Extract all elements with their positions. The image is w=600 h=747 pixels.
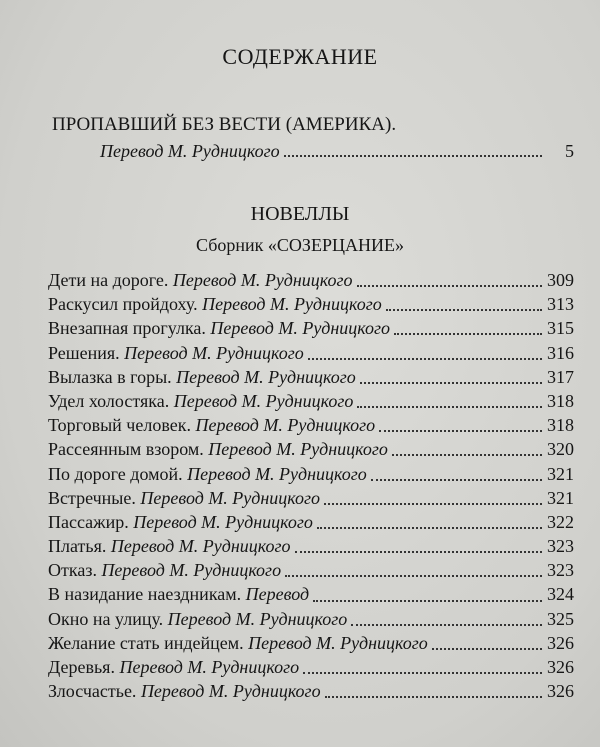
entry-page-number: 322	[547, 511, 574, 532]
toc-entry	[48, 609, 574, 633]
entry-title: Злосчастье.	[48, 681, 137, 702]
entry-title: Решения.	[48, 342, 120, 363]
entry-page-number: 315	[547, 318, 574, 339]
toc-entry	[48, 318, 574, 342]
toc-entry	[48, 367, 574, 391]
entry-translator: Перевод М. Рудницкого	[208, 439, 388, 460]
toc-entry	[48, 391, 574, 415]
dot-leader	[295, 551, 543, 553]
entry-page-number: 320	[547, 439, 574, 460]
entry-translator: Перевод М. Рудницкого	[124, 342, 304, 363]
dot-leader	[324, 503, 542, 505]
dot-leader	[357, 406, 542, 408]
entry-translator: Перевод М. Рудницкого	[167, 608, 348, 629]
toc-entry	[48, 584, 574, 608]
entry-title: Дети на дороге.	[48, 270, 169, 290]
entry-translator: Перевод М. Рудницкого	[119, 657, 300, 677]
entry-page-number: 313	[547, 294, 574, 315]
entry-translator: Перевод М. Рудницкого	[210, 318, 391, 339]
entry-title: Окно на улицу.	[48, 608, 164, 629]
dot-leader	[351, 624, 542, 626]
dot-leader	[432, 648, 542, 650]
entry-translator: Перевод М. Рудницкого	[187, 463, 367, 484]
section-subtitle: Сборник «СОЗЕРЦАНИЕ»	[196, 235, 404, 255]
dot-leader	[325, 696, 542, 698]
toc-entry	[48, 270, 574, 294]
dot-leader	[392, 454, 542, 456]
toc-entry	[48, 464, 574, 488]
entry-title: Вылазка в горы.	[48, 366, 172, 387]
entry-title: Встречные.	[48, 487, 136, 508]
toc-entry	[48, 415, 574, 439]
toc-entry	[48, 294, 574, 318]
part-entry	[100, 141, 574, 162]
toc-entry	[48, 512, 574, 536]
entry-page-number: 318	[547, 415, 574, 436]
page-title: СОДЕРЖАНИЕ	[222, 44, 378, 69]
entry-page-number: 324	[547, 584, 574, 605]
entry-translator: Перевод М. Рудницкого	[248, 632, 428, 653]
entry-translator: Перевод М. Рудницкого	[195, 415, 376, 436]
entry-translator: Перевод М. Рудницкого	[140, 487, 321, 508]
entry-page-number: 323	[547, 536, 574, 557]
part-title: ПРОПАВШИЙ БЕЗ ВЕСТИ (АМЕРИКА).	[52, 114, 397, 135]
entry-page-number: 323	[547, 560, 574, 581]
toc-entry	[48, 633, 574, 657]
entry-title: В назидание наездникам.	[48, 584, 242, 605]
dot-leader	[360, 382, 542, 384]
entry-title: Пассажир.	[48, 511, 129, 532]
entry-title: Раскусил пройдоху.	[48, 294, 198, 315]
entry-translator: Перевод М. Рудницкого	[202, 294, 382, 315]
entry-page-number: 318	[547, 390, 574, 411]
dot-leader	[303, 672, 542, 674]
entry-title: Отказ.	[48, 560, 97, 581]
entry-title: Платья.	[48, 536, 107, 557]
entry-translator: Перевод М. Рудницкого	[110, 536, 291, 557]
section-title: НОВЕЛЛЫ	[250, 203, 350, 225]
dot-leader	[386, 309, 542, 311]
dot-leader	[379, 430, 542, 432]
entry-translator: Перевод М. Рудницкого	[176, 366, 356, 387]
entry-title: Деревья.	[48, 657, 115, 677]
entry-title: По дороге домой.	[48, 463, 183, 484]
entry-page-number: 325	[547, 608, 574, 629]
dot-leader	[317, 527, 542, 529]
entry-page-number: 316	[547, 342, 574, 363]
toc-entry	[48, 560, 574, 584]
dot-leader	[371, 479, 542, 481]
entry-translator: Перевод М. Рудницкого	[140, 681, 321, 702]
toc-entry	[48, 439, 574, 463]
entry-title: Торговый человек.	[48, 415, 191, 436]
part-translator: Перевод М. Рудницкого	[100, 141, 280, 161]
entry-page-number: 317	[547, 366, 574, 387]
dot-leader	[357, 285, 542, 287]
entry-translator: Перевод	[245, 584, 310, 605]
toc-list	[48, 270, 574, 705]
entry-title: Внезапная прогулка.	[48, 318, 206, 339]
toc-entry	[48, 536, 574, 560]
entry-page-number: 326	[547, 632, 574, 653]
entry-page-number: 321	[547, 487, 574, 508]
entry-title: Удел холостяка.	[48, 390, 170, 411]
entry-translator: Перевод М. Рудницкого	[133, 511, 313, 532]
toc-entry	[48, 343, 574, 367]
entry-title: Желание стать индейцем.	[48, 632, 244, 653]
part-page-number: 5	[565, 141, 574, 161]
toc-entry	[48, 681, 574, 705]
dot-leader	[308, 358, 542, 360]
entry-page-number: 326	[547, 657, 574, 677]
entry-page-number: 326	[547, 681, 574, 702]
toc-entry	[48, 488, 574, 512]
dot-leader	[284, 155, 542, 157]
entry-translator: Перевод М. Рудницкого	[101, 560, 282, 581]
entry-page-number: 309	[547, 270, 574, 290]
entry-translator: Перевод М. Рудницкого	[173, 390, 354, 411]
dot-leader	[285, 575, 542, 577]
entry-page-number: 321	[547, 463, 574, 484]
entry-title: Рассеянным взором.	[48, 439, 204, 460]
dot-leader	[394, 333, 542, 335]
toc-entry	[48, 657, 574, 681]
entry-translator: Перевод М. Рудницкого	[172, 270, 353, 290]
dot-leader	[313, 600, 542, 602]
